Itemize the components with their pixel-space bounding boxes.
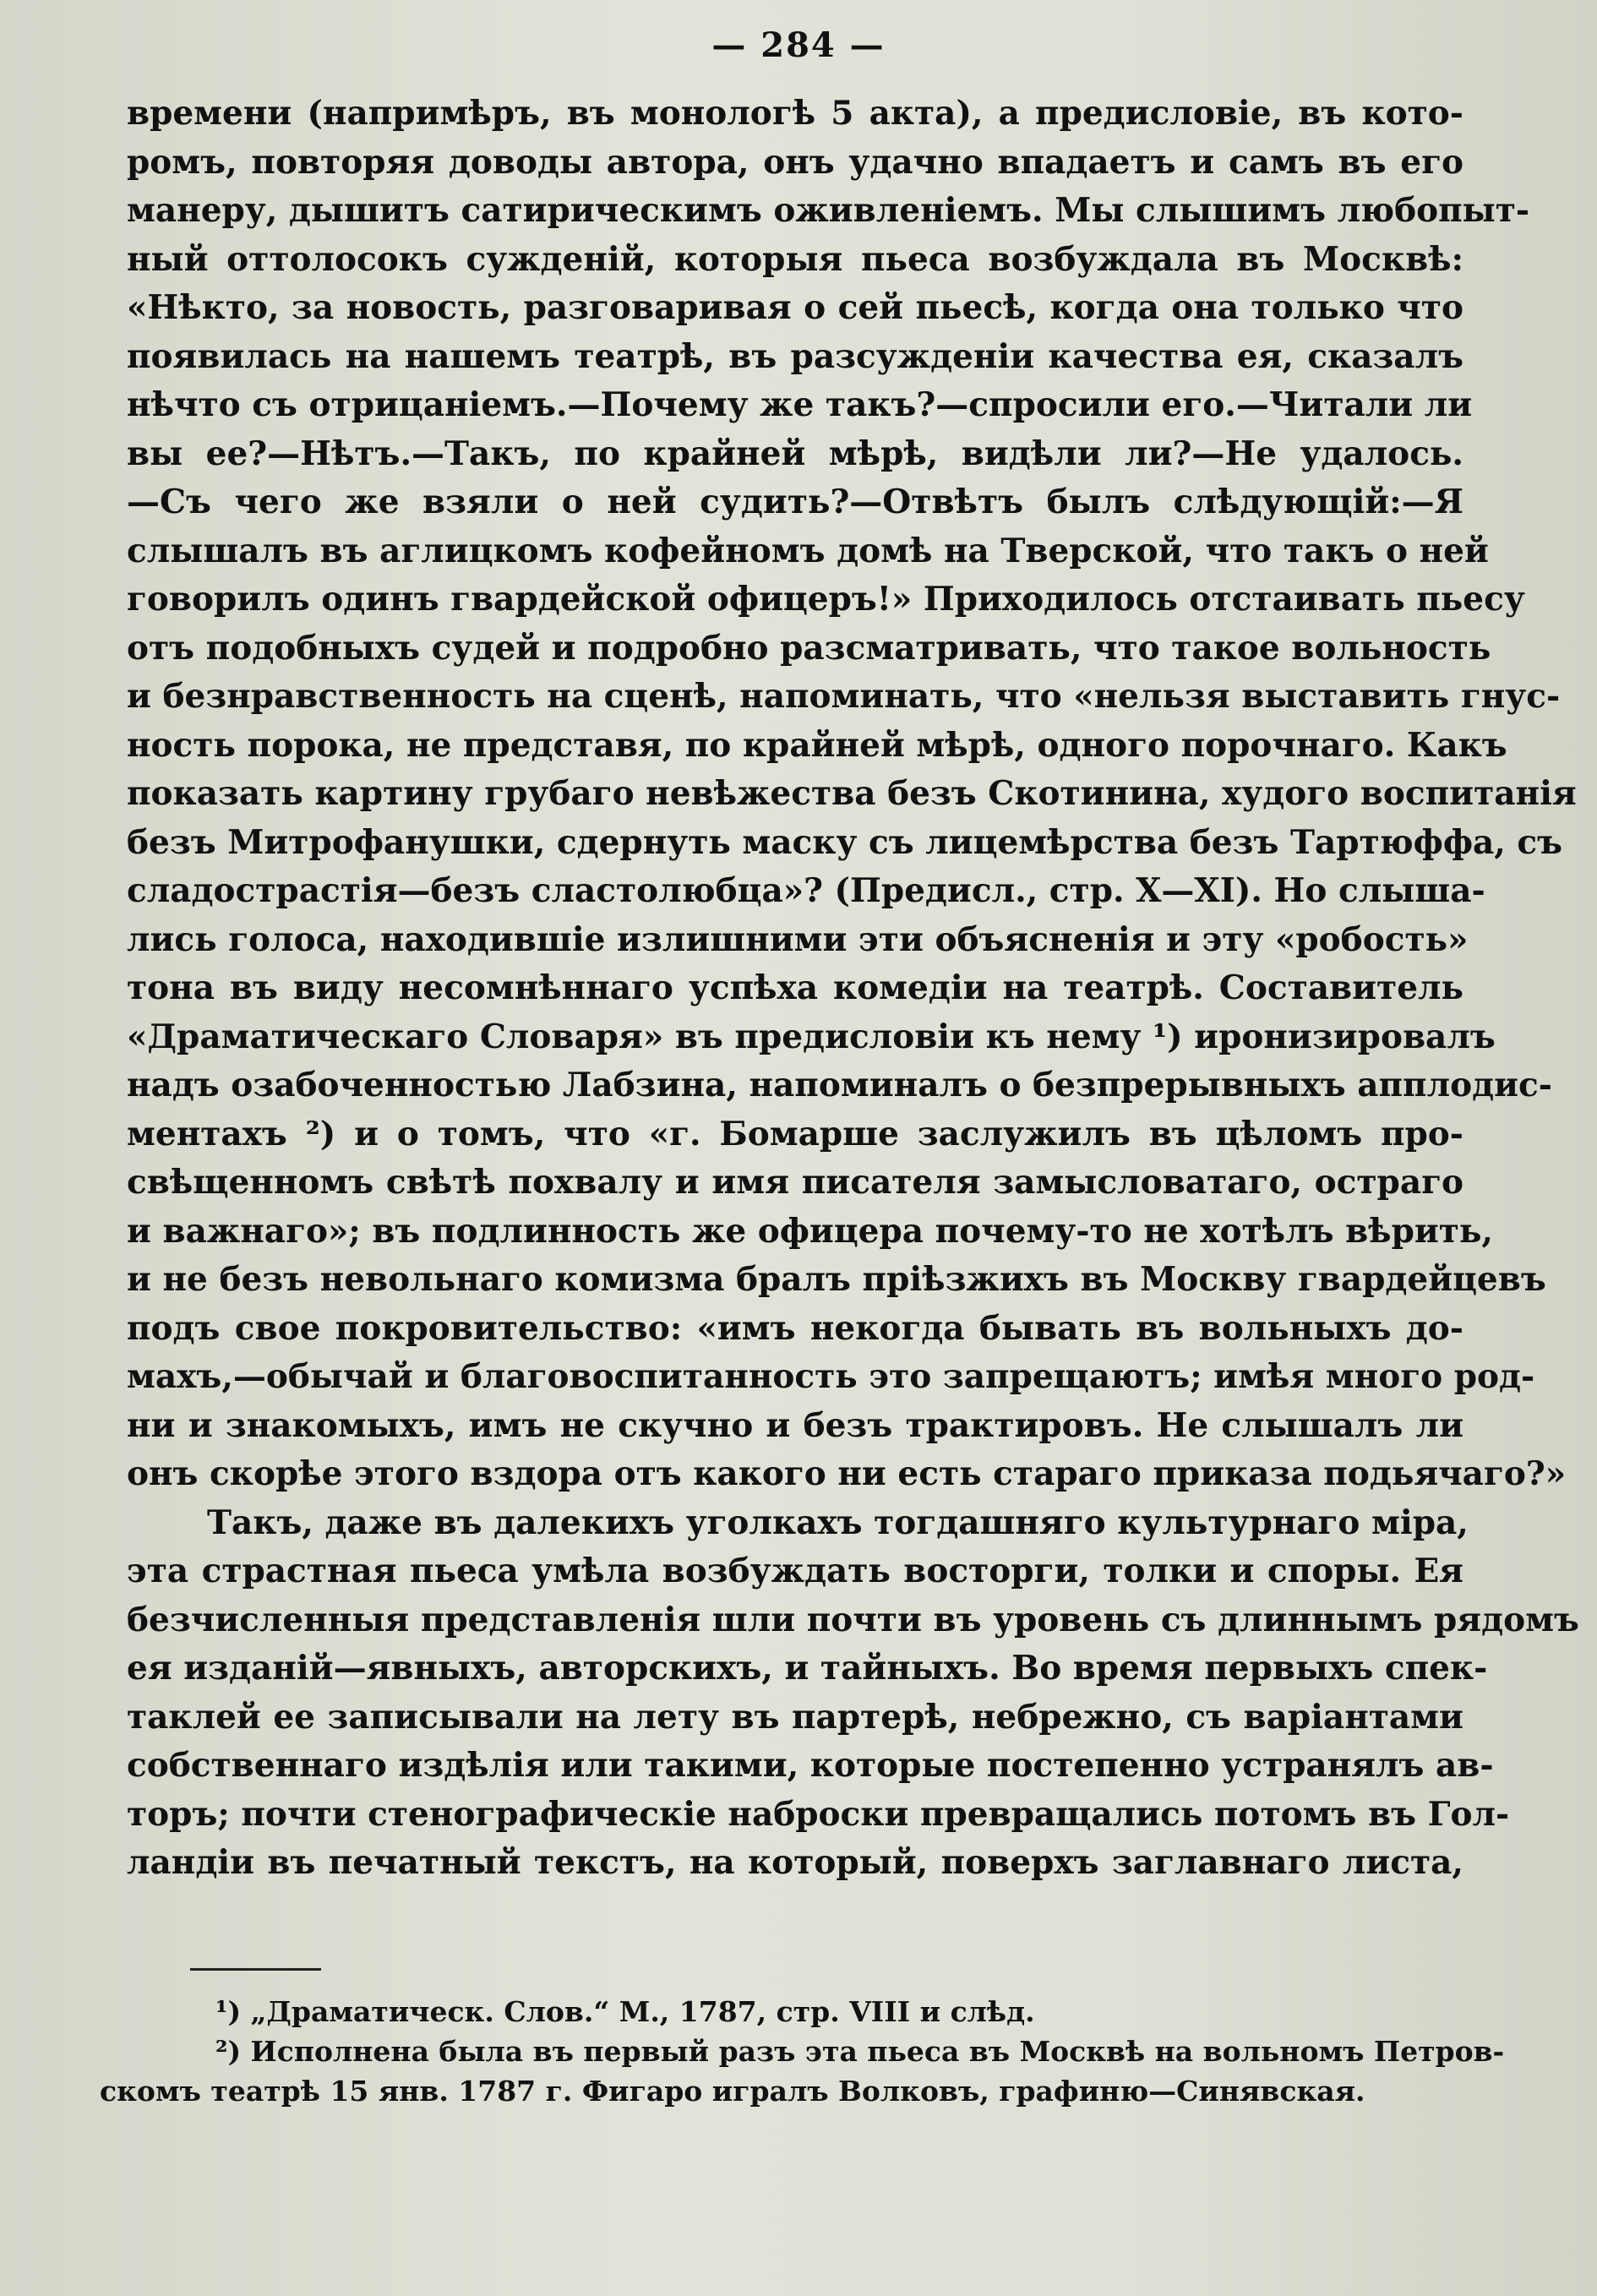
text-line: ни и знакомыхъ, имъ не скучно и безъ трактировъ. Не слышалъ ли — [127, 1405, 1463, 1445]
paragraph — [127, 90, 1577, 1499]
text-line: «Драматическаго Словаря» въ предисловіи къ нему ¹) иронизировалъ — [127, 1017, 1496, 1056]
text-line: безъ Митрофанушки, сдернуть маску съ лицемѣрства безъ Тартюффа, съ — [127, 822, 1563, 862]
text-line: показать картину грубаго невѣжества безъ Скотинина, худого воспитанія — [127, 774, 1577, 813]
text-line: манеру, дышитъ сатирическимъ оживленіемъ. Мы слышимъ любопыт- — [127, 191, 1530, 230]
text-line: безчисленныя представленія шли почти въ уровень съ длиннымъ рядомъ — [127, 1600, 1579, 1639]
text-line: тона въ виду несомнѣннаго успѣха комедіи на театрѣ. Составитель — [127, 968, 1463, 1007]
text-line: нѣчто съ отрицаніемъ.—Почему же такъ?—спросили его.—Читали ли — [127, 385, 1473, 424]
text-line: и не безъ невольнаго комизма бралъ пріѣзжихъ въ Москву гвардейцевъ — [127, 1260, 1546, 1299]
text-line: —Съ чего же взяли о ней судить?—Отвѣтъ былъ слѣдующій:—Я — [127, 483, 1463, 521]
text-line: лись голоса, находившіе излишними эти объясненія и эту «робость» — [127, 919, 1469, 959]
text-line: подъ свое покровительство: «имъ некогда бывать въ вольныхъ до- — [127, 1308, 1463, 1348]
footnote-divider — [190, 1968, 321, 1971]
text-line: слышалъ въ аглицкомъ кофейномъ домѣ на Тверской, что такъ о ней — [127, 531, 1489, 570]
text-line: появилась на нашемъ театрѣ, въ разсужденіи качества ея, сказалъ — [127, 336, 1463, 376]
page-number: — 284 — — [711, 25, 886, 65]
text-line: надъ озабоченностью Лабзина, напоминалъ о безпрерывныхъ апплодис- — [127, 1066, 1552, 1104]
text-line: онъ скорѣе этого вздора отъ какого ни есть стараго приказа подьячаго?» — [127, 1454, 1567, 1493]
main-text — [127, 90, 1579, 1888]
text-line: и безнравственность на сценѣ, напоминать, что «нельзя выставить гнус- — [127, 677, 1561, 716]
text-line: говорилъ одинъ гвардейской офицеръ!» Приходилось отстаивать пьесу — [127, 580, 1525, 619]
text-line: таклей ее записывали на лету въ партерѣ, небрежно, съ варіантами — [127, 1697, 1463, 1737]
text-line: и важнаго»; въ подлинность же офицера почему-то не хотѣлъ вѣрить, — [127, 1211, 1493, 1251]
text-line: эта страстная пьеса умѣла возбуждать восторги, толки и споры. Ея — [127, 1552, 1463, 1590]
text-line: отъ подобныхъ судей и подробно разсматривать, что такое вольность — [127, 628, 1491, 668]
text-line: сладострастія—безъ сластолюбца»? (Предисл., стр. X—XI). Но слыша- — [127, 871, 1485, 910]
text-line: торъ; почти стенографическіе наброски превращались потомъ въ Гол- — [127, 1794, 1510, 1834]
text-line: времени (напримѣръ, въ монологѣ 5 акта), а предисловіе, въ кото- — [127, 94, 1463, 133]
text-line: вы ее?—Нѣтъ.—Такъ, по крайней мѣрѣ, видѣли ли?—Не удалось. — [127, 434, 1463, 473]
text-line: ность порока, не представя, по крайней мѣрѣ, одного порочнаго. Какъ — [127, 725, 1507, 765]
footnote: ¹) „Драматическ. Слов.“ М., 1787, стр. VIII и слѣд. — [215, 1995, 1035, 2028]
paragraph — [127, 1499, 1579, 1888]
text-line: ромъ, повторяя доводы автора, онъ удачно впадаетъ и самъ въ его — [127, 142, 1463, 182]
text-line: махъ,—обычай и благовоспитанность это запрещаютъ; имѣя много род- — [127, 1357, 1535, 1396]
text-line: ея изданій—явныхъ, авторскихъ, и тайныхъ. Во время первыхъ спек- — [127, 1649, 1488, 1688]
text-line: ментахъ ²) и о томъ, что «г. Бомарше заслужилъ въ цѣломъ про- — [127, 1114, 1463, 1153]
text-line: «Нѣкто, за новость, разговаривая о сей пьесѣ, когда она только что — [127, 288, 1463, 327]
text-line: ный оттолосокъ сужденій, которыя пьеса возбуждала въ Москвѣ: — [127, 239, 1463, 279]
footnote: ²) Исполнена была въ первый разъ эта пьеса въ Москвѣ на вольномъ Петров- — [215, 2035, 1505, 2068]
text-line: собственнаго издѣлія или такими, которые постепенно устранялъ ав- — [127, 1746, 1494, 1785]
text-line: свѣщенномъ свѣтѣ похвалу и имя писателя замысловатаго, остраго — [127, 1163, 1463, 1202]
text-line: Такъ, даже въ далекихъ уголкахъ тогдашняго культурнаго міра, — [207, 1502, 1469, 1542]
text-line: ландіи въ печатный текстъ, на который, поверхъ заглавнаго листа, — [127, 1843, 1463, 1882]
footnote-continuation: скомъ театрѣ 15 янв. 1787 г. Фигаро игралъ Волковъ, графиню—Синявская. — [100, 2075, 1365, 2108]
footnotes — [100, 1992, 1505, 2111]
